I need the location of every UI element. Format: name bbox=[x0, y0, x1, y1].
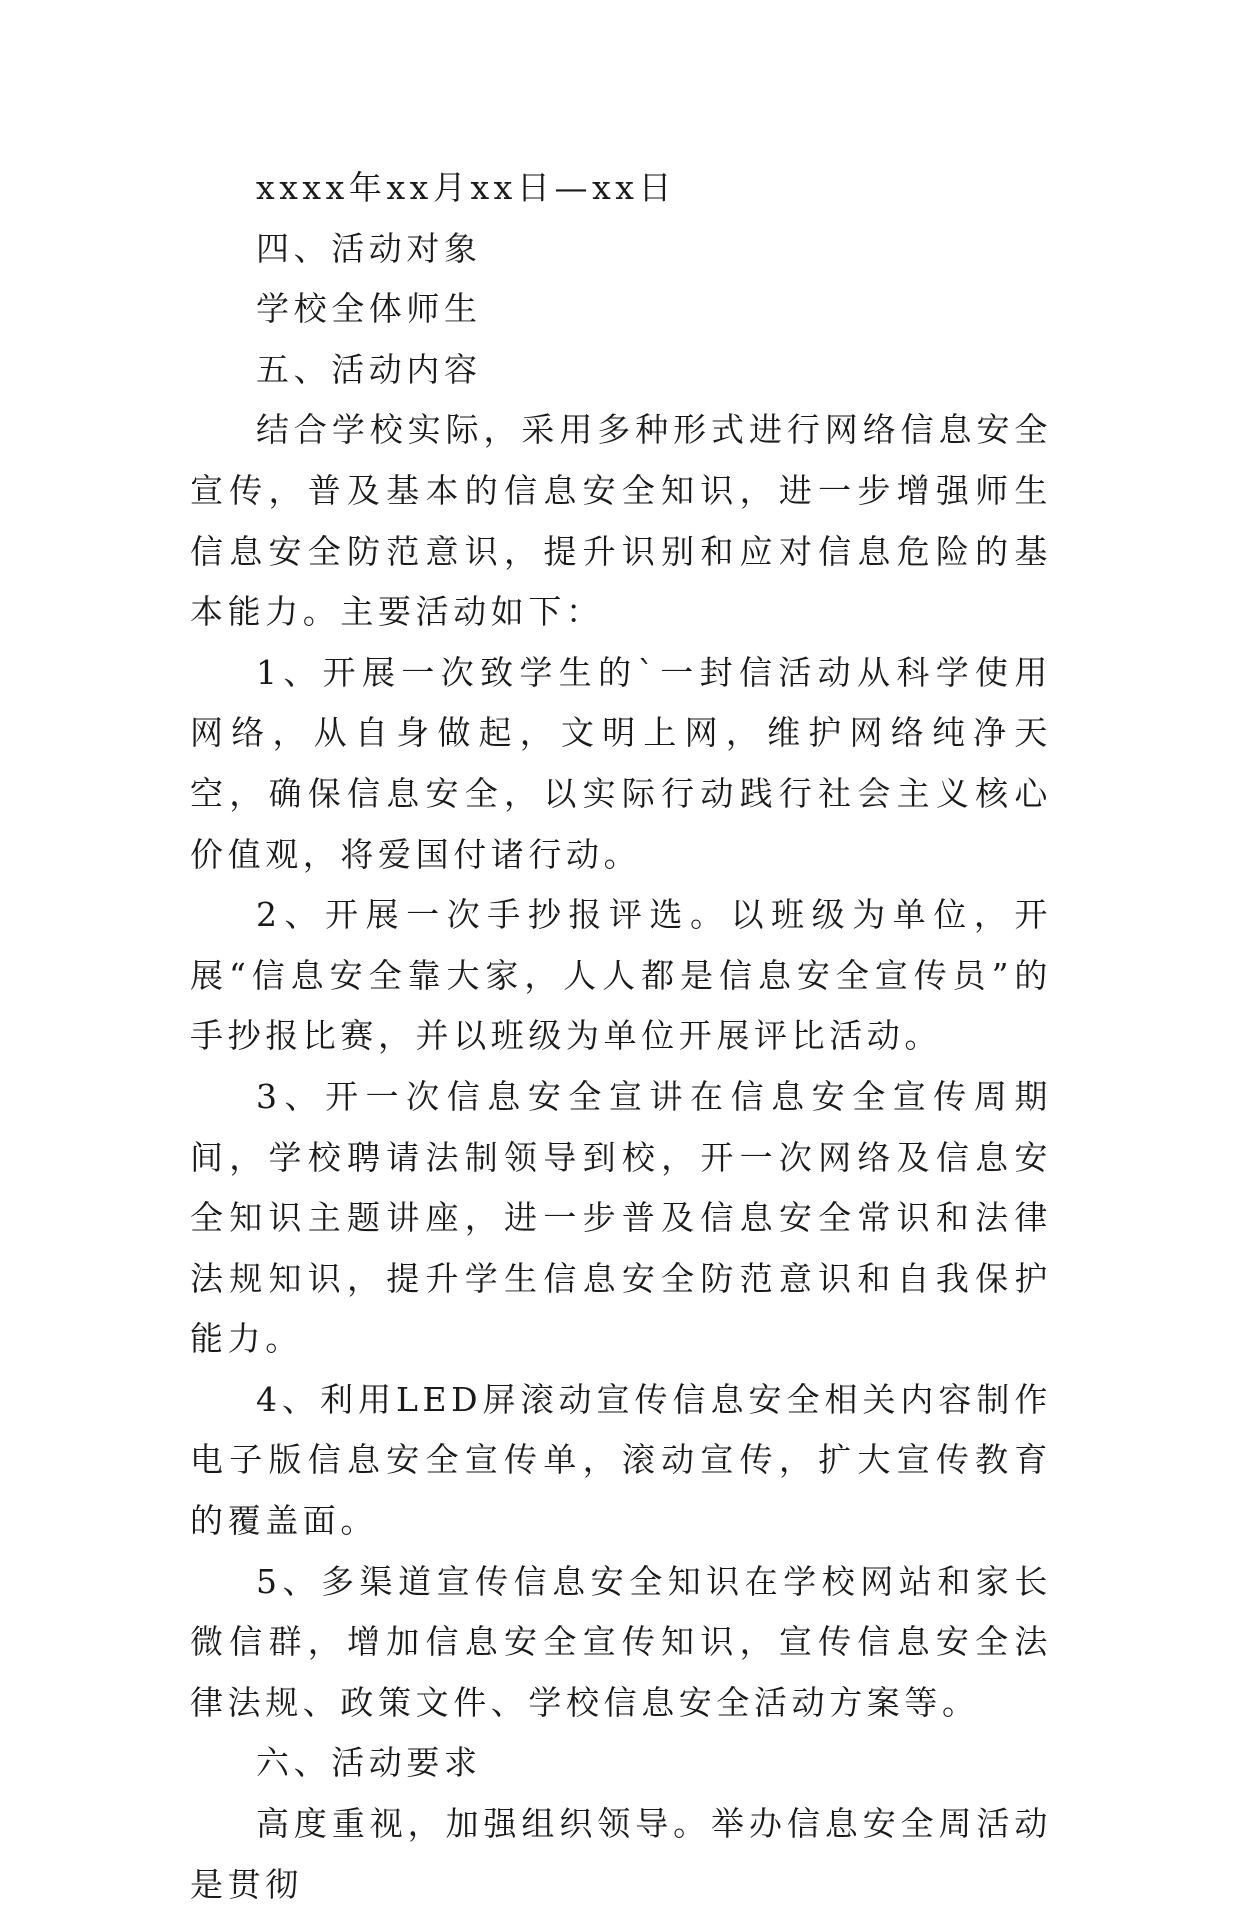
section-heading-activity-requirements: 六、活动要求 bbox=[256, 1743, 482, 1783]
paragraph-item-4: 4、利用LED屏滚动宣传信息安全相关内容制作电子版信息安全宣传单，滚动宣传，扩大宣传教育的覆盖面。 bbox=[190, 1379, 1052, 1541]
paragraph-item-3: 3、开一次信息安全宣讲在信息安全宣传周期间，学校聘请法制领导到校，开一次网络及信息安全知识主题讲座，进一步普及信息安全常识和法律法规知识，提升学生信息安全防范意识和自我保护能力。 bbox=[190, 1076, 1052, 1359]
section-heading-activity-target: 四、活动对象 bbox=[256, 228, 482, 268]
paragraph-content-intro: 结合学校实际，采用多种形式进行网络信息安全宣传，普及基本的信息安全知识，进一步增强师生信息安全防范意识，提升识别和应对信息危险的基本能力。主要活动如下： bbox=[190, 410, 1052, 632]
paragraph-item-1: 1、开展一次致学生的`一封信活动从科学使用网络，从自身做起，文明上网，维护网络纯净天空，确保信息安全，以实际行动践行社会主义核心价值观，将爱国付诸行动。 bbox=[190, 652, 1052, 874]
paragraph-requirements-start: 高度重视，加强组织领导。举办信息安全周活动是贯彻 bbox=[190, 1804, 1052, 1904]
section-heading-activity-content: 五、活动内容 bbox=[256, 349, 482, 389]
paragraph-item-5: 5、多渠道宣传信息安全知识在学校网站和家长微信群，增加信息安全宣传知识，宣传信息安全法律法规、政策文件、学校信息安全活动方案等。 bbox=[190, 1561, 1052, 1722]
document-body bbox=[190, 158, 1052, 1915]
paragraph-item-2: 2、开展一次手抄报评选。以班级为单位，开展“信息安全靠大家，人人都是信息安全宣传员”的手抄报比赛，并以班级为单位开展评比活动。 bbox=[190, 895, 1052, 1056]
paragraph-date-range: xxxx年xx月xx日—xx日 bbox=[256, 168, 677, 207]
paragraph-activity-target: 学校全体师生 bbox=[256, 289, 482, 329]
